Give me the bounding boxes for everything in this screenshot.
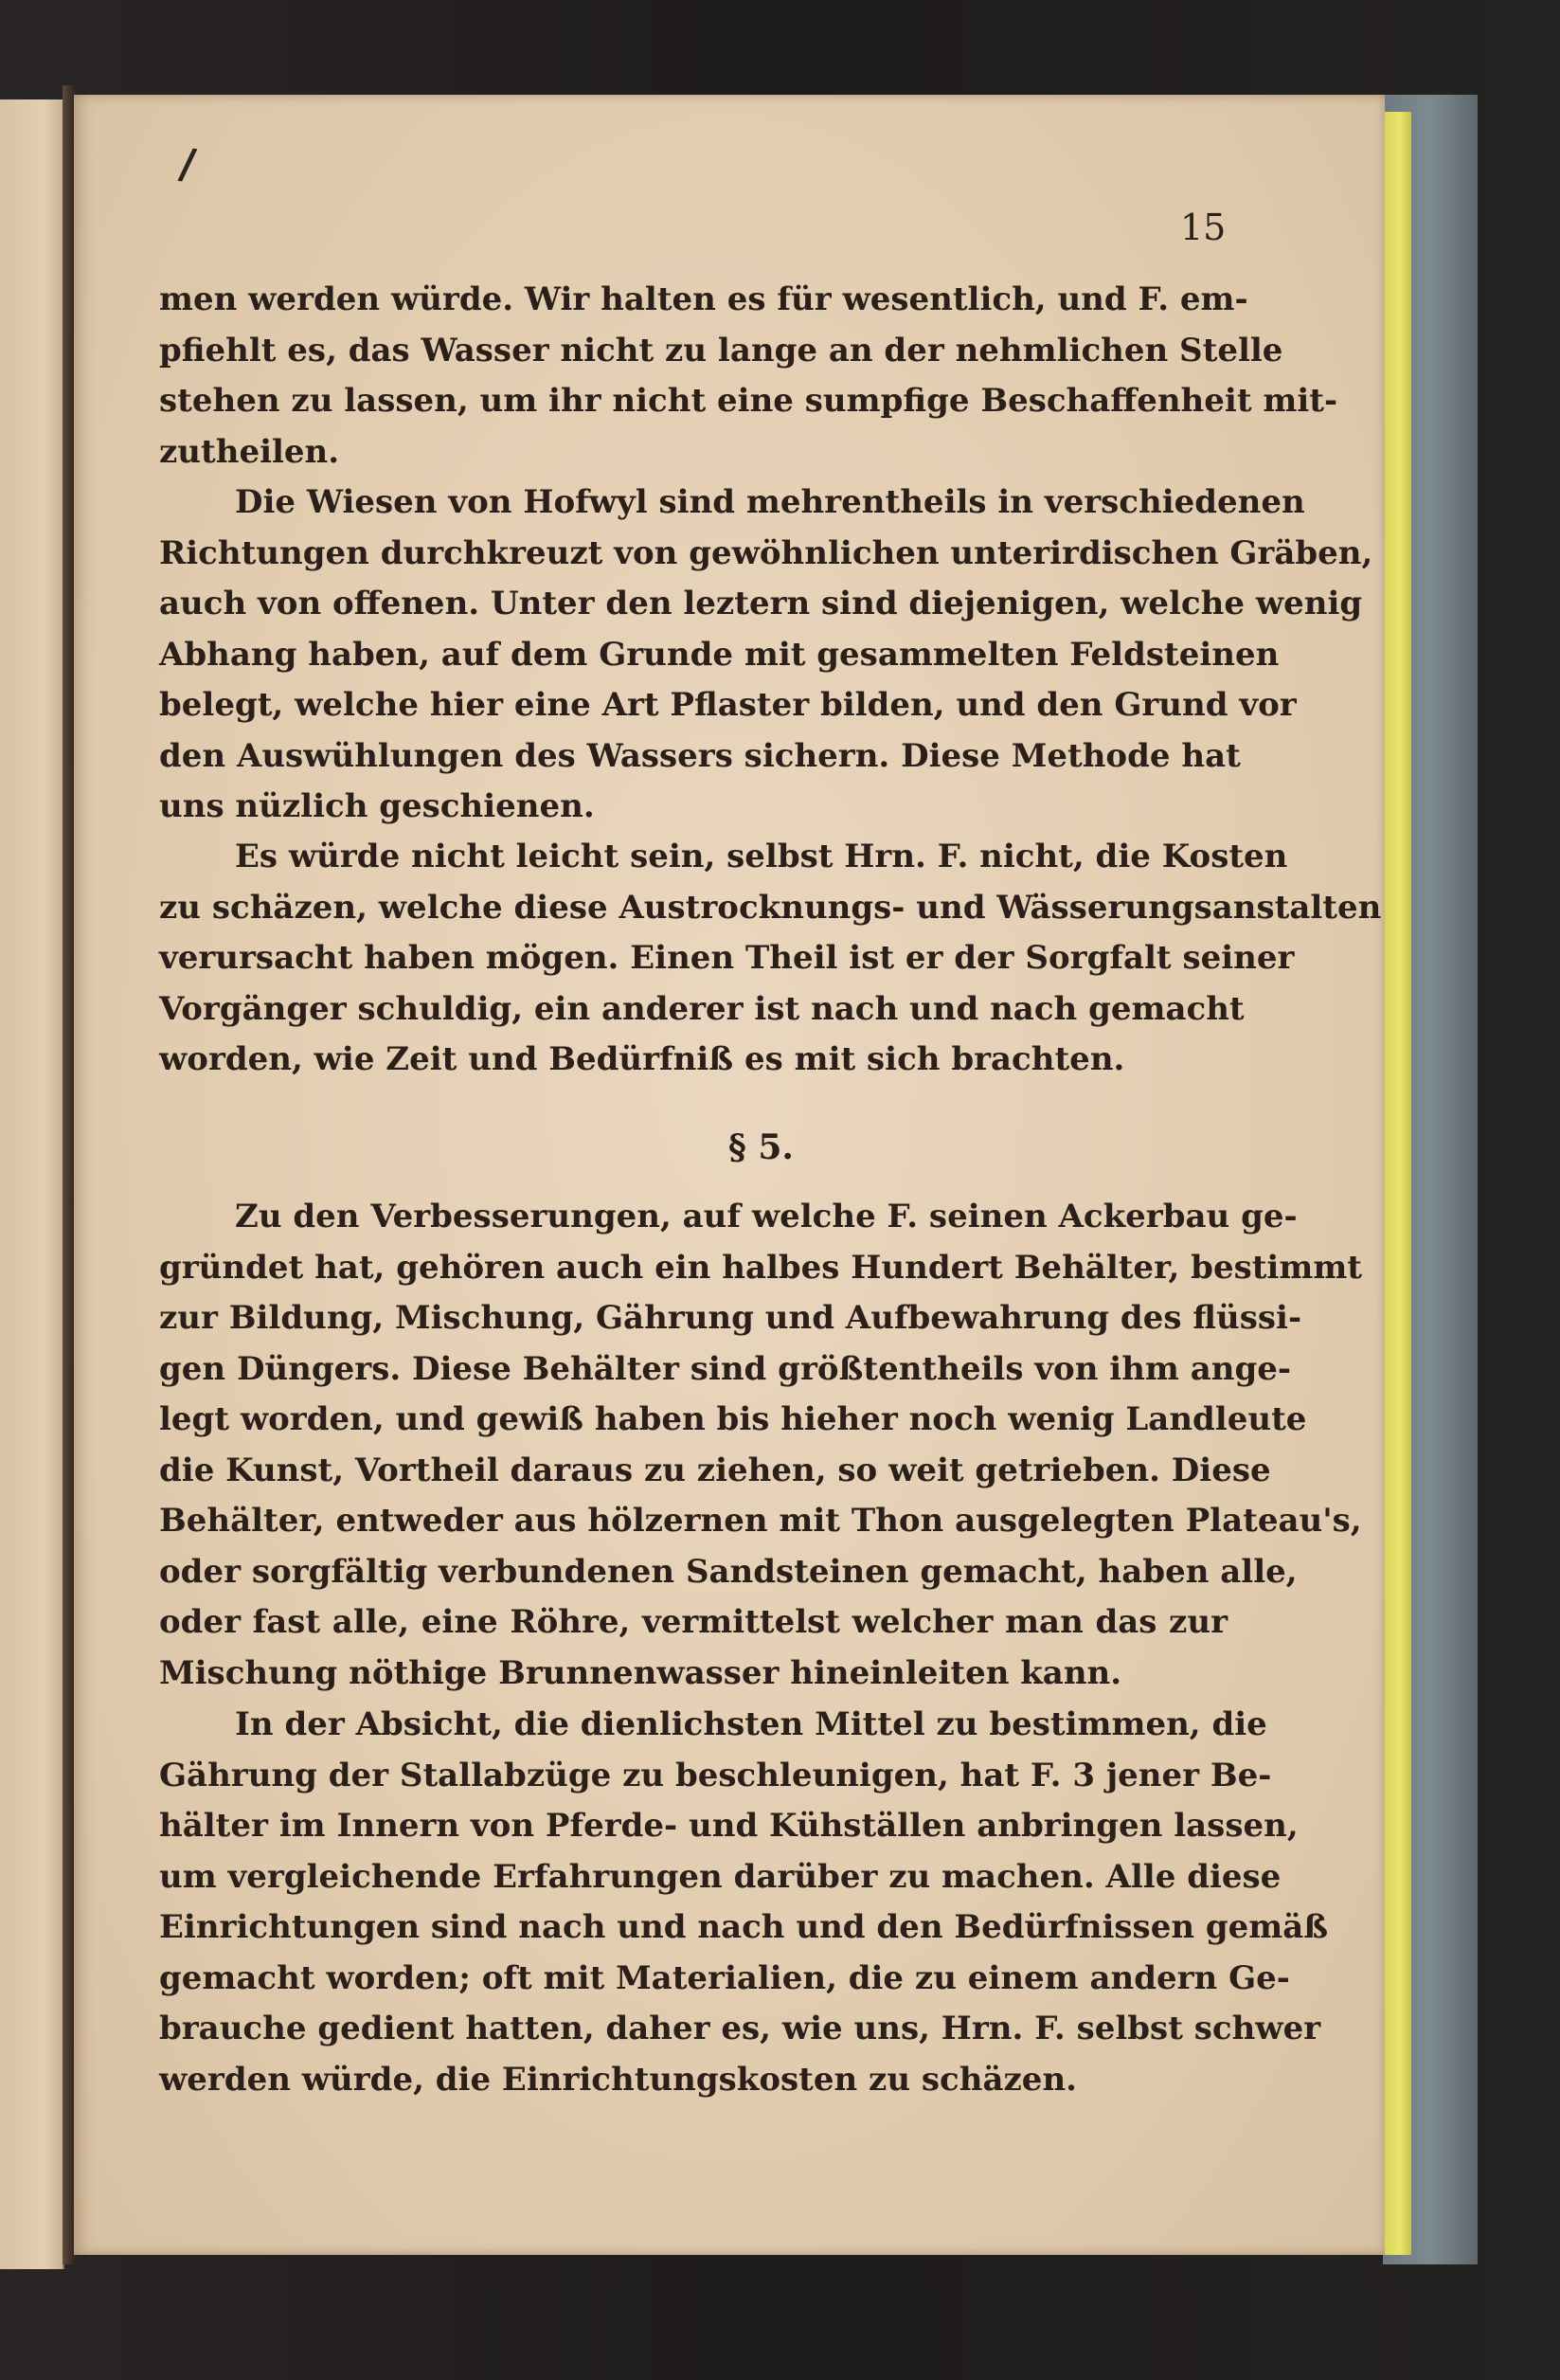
text-line: Es würde nicht leicht sein, selbst Hrn. F. nicht, die Kosten [235, 838, 1288, 875]
left-page-edge [0, 99, 64, 2269]
text-line: zur Bildung, Mischung, Gährung und Aufbewahrung des flüssi- [159, 1299, 1302, 1337]
text-line: men werden würde. Wir halten es für wesentlich, und F. em- [159, 280, 1248, 318]
text-line: Mischung nöthige Brunnenwasser hineinleiten kann. [159, 1653, 1122, 1692]
paragraph-5 [159, 1700, 1329, 2105]
text-line: Richtungen durchkreuzt von gewöhnlichen unterirdischen Gräben, [159, 533, 1373, 572]
text-line: Zu den Verbesserungen, auf welche F. seinen Ackerbau ge- [235, 1198, 1298, 1235]
text-line: verursacht haben mögen. Einen Theil ist er der Sorgfalt seiner [159, 939, 1295, 977]
text-line: worden, wie Zeit und Bedürfniß es mit sich brachten. [159, 1040, 1125, 1078]
text-line: werden würde, die Einrichtungskosten zu schäzen. [159, 2060, 1077, 2099]
text-line: Vorgänger schuldig, ein anderer ist nach und nach gemacht [159, 989, 1245, 1028]
text-line: zu schäzen, welche diese Austrocknungs- und Wässerungsanstalten [159, 888, 1382, 927]
page-number: 15 [1180, 207, 1227, 248]
text-line: hälter im Innern von Pferde- und Kühställen anbringen lassen, [159, 1807, 1299, 1845]
text-line: legt worden, und gewiß haben bis hieher noch wenig Landleute [159, 1400, 1307, 1438]
text-line: Behälter, entweder aus hölzernen mit Thon ausgelegten Plateau's, [159, 1502, 1362, 1540]
paragraph-2 [159, 478, 1373, 833]
pencil-mark: / [176, 139, 199, 189]
text-line: gemacht worden; oft mit Materialien, die zu einem andern Ge- [159, 1958, 1290, 1997]
text-line: belegt, welche hier eine Art Pflaster bilden, und den Grund vor [159, 686, 1297, 724]
text-line: Die Wiesen von Hofwyl sind mehrentheils in verschiedenen [235, 483, 1305, 521]
text-line: stehen zu lassen, um ihr nicht eine sumpfige Beschaffenheit mit- [159, 382, 1338, 420]
section-heading-text: § 5. [728, 1127, 794, 1167]
text-line: den Auswühlungen des Wassers sichern. Diese Methode hat [159, 736, 1241, 775]
text-line: Gährung der Stallabzüge zu beschleunigen, hat F. 3 jener Be- [159, 1756, 1272, 1794]
text-line: gen Düngers. Diese Behälter sind größtentheils von ihm ange- [159, 1349, 1291, 1388]
text-line: um vergleichende Erfahrungen darüber zu machen. Alle diese [159, 1857, 1282, 1896]
text-line: Einrichtungen sind nach und nach und den Bedürfnissen gemäß [159, 1908, 1329, 1946]
section-heading [0, 1127, 1560, 1167]
paragraph-4 [159, 1192, 1363, 1699]
text-line: In der Absicht, die dienlichsten Mittel zu bestimmen, die [235, 1705, 1267, 1743]
text-line: auch von offenen. Unter den leztern sind diejenigen, welche wenig [159, 585, 1363, 622]
text-line: pfiehlt es, das Wasser nicht zu lange an der nehmlichen Stelle [159, 331, 1283, 370]
paragraph-1 [159, 275, 1338, 478]
text-line: zutheilen. [159, 432, 340, 471]
text-line: oder fast alle, eine Röhre, vermittelst welcher man das zur [159, 1603, 1228, 1641]
paragraph-3 [159, 832, 1382, 1086]
text-line: die Kunst, Vortheil daraus zu ziehen, so weit getrieben. Diese [159, 1451, 1271, 1489]
text-line: uns nüzlich geschienen. [159, 787, 595, 825]
text-line: gründet hat, gehören auch ein halbes Hundert Behälter, bestimmt [159, 1248, 1363, 1287]
text-line: oder sorgfältig verbundenen Sandsteinen gemacht, haben alle, [159, 1552, 1298, 1591]
text-line: brauche gedient hatten, daher es, wie uns, Hrn. F. selbst schwer [159, 2010, 1321, 2047]
page-edge-yellow [1383, 112, 1411, 2255]
text-line: Abhang haben, auf dem Grunde mit gesammelten Feldsteinen [159, 635, 1280, 674]
